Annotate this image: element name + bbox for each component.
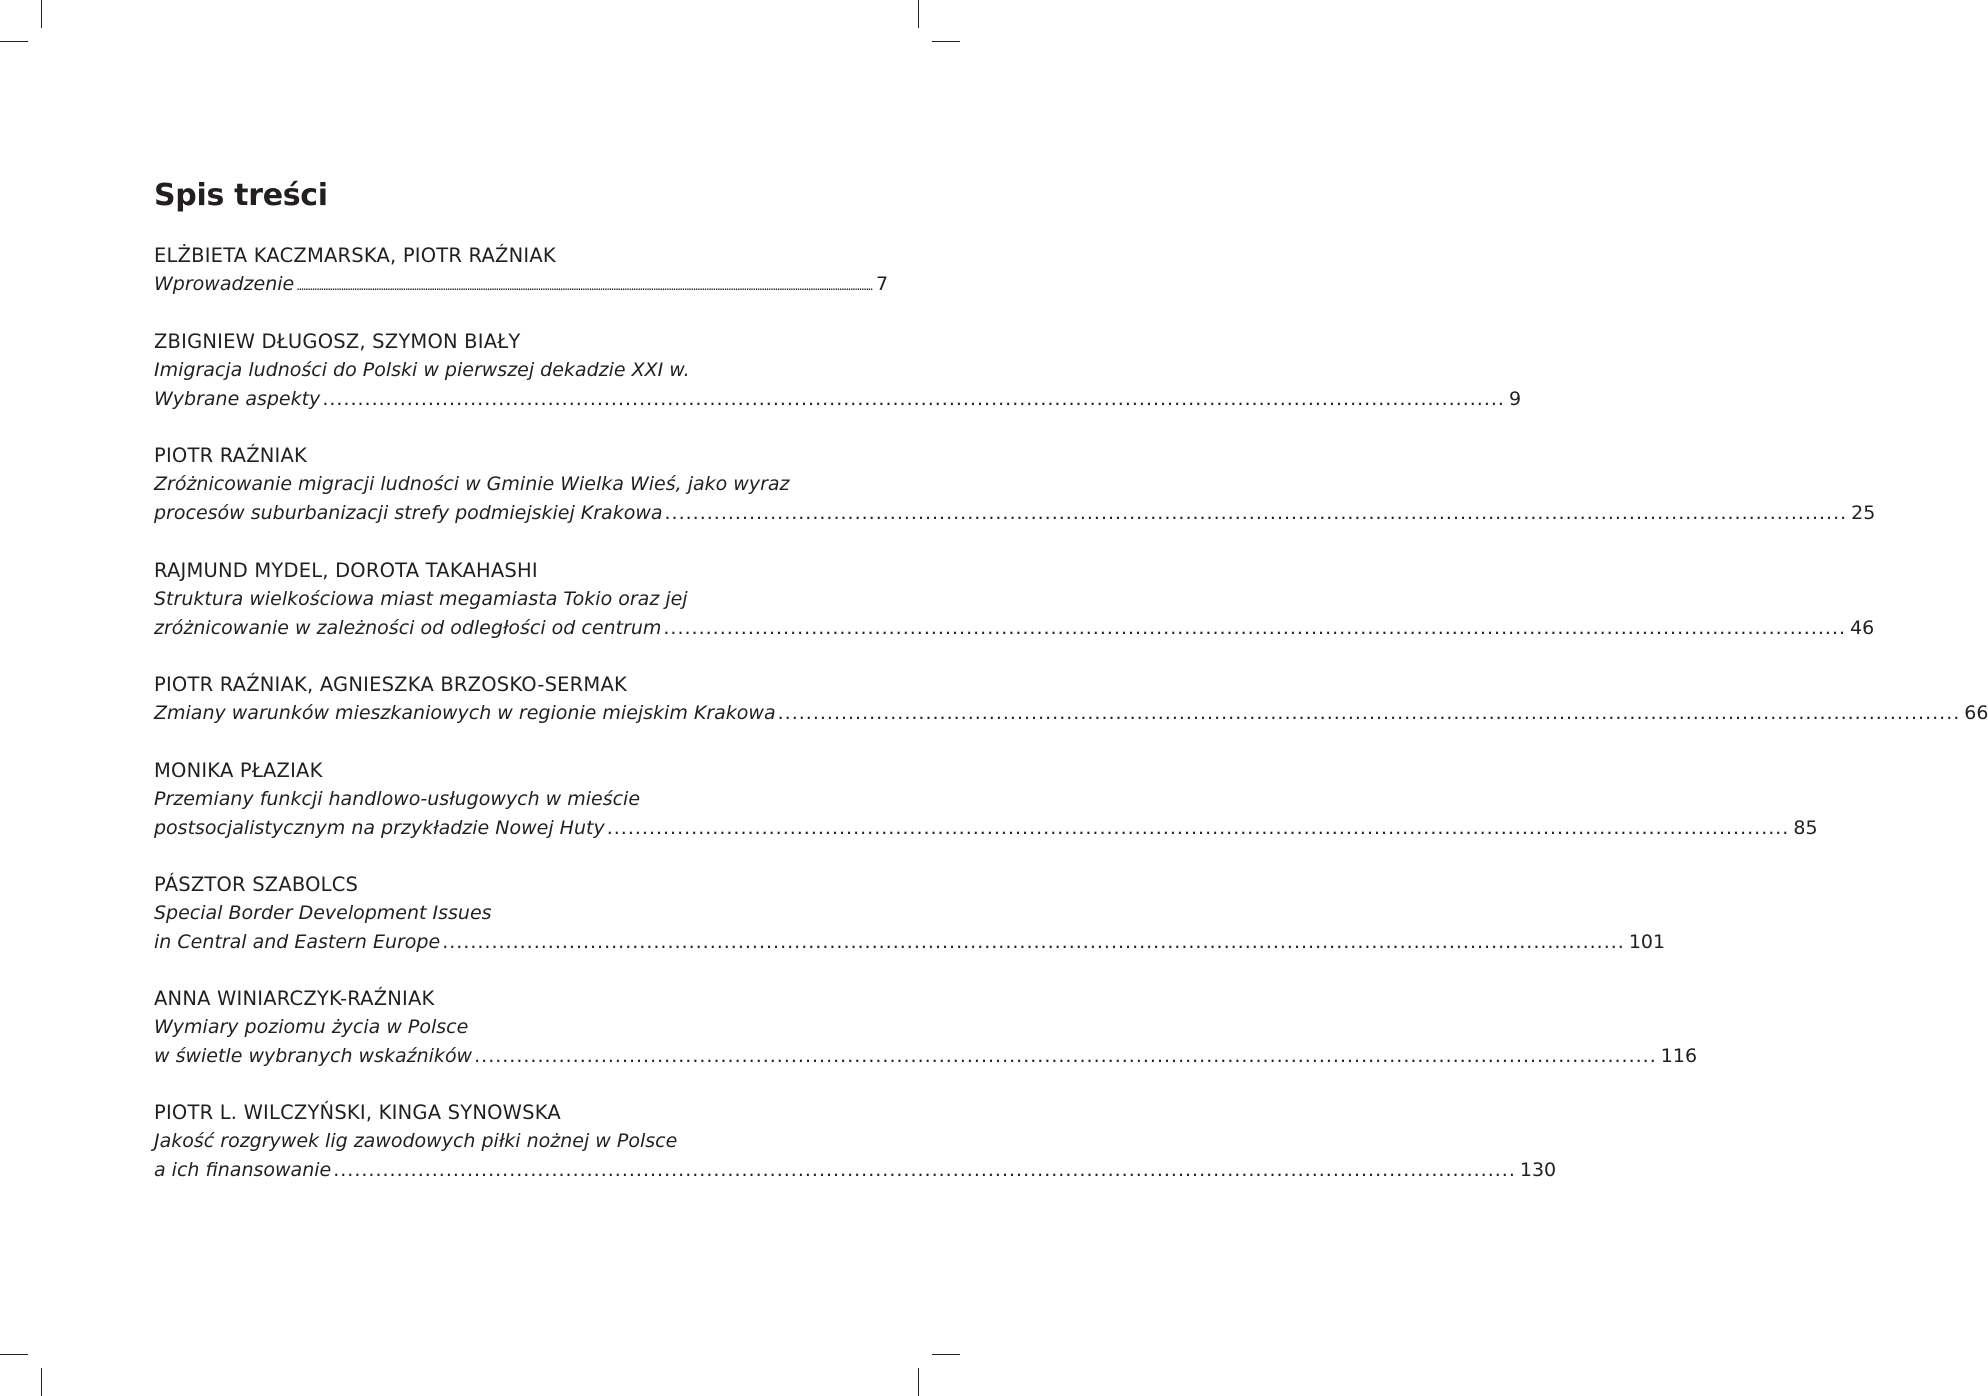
entry-page-number: 46 <box>1850 616 1875 639</box>
dot-leader: ........................................................................................................................................................................ <box>322 387 1505 410</box>
crop-mark <box>0 1354 28 1355</box>
entry-title-line: Wymiary poziomu życia w Polsce <box>154 1016 469 1038</box>
entry-page-number: 25 <box>1851 501 1876 524</box>
toc-entry <box>154 241 889 299</box>
entry-title-row <box>154 814 1818 843</box>
entry-title-row <box>154 499 1876 528</box>
dot-leader: ........................................................................................................................................................................ <box>474 1044 1657 1067</box>
toc-entry <box>154 1098 1557 1184</box>
entry-title-row <box>154 699 1988 728</box>
entry-page-number: 85 <box>1793 816 1818 839</box>
entry-title-line: Zróżnicowanie migracji ludności w Gminie Wielka Wieś, jako wyraz <box>154 473 790 495</box>
entry-authors: MONIKA PŁAZIAK <box>154 759 323 782</box>
entry-title-row <box>154 270 889 299</box>
entry-title: procesów suburbanizacji strefy podmiejskiej Krakowa <box>154 501 663 524</box>
toc-entry <box>154 870 1666 956</box>
page-title: Spis treści <box>154 178 328 213</box>
entry-authors: ANNA WINIARCZYK-RAŹNIAK <box>154 987 435 1010</box>
entry-title-row <box>154 1042 1698 1071</box>
entry-authors: ZBIGNIEW DŁUGOSZ, SZYMON BIAŁY <box>154 330 521 353</box>
entry-authors: ELŻBIETA KACZMARSKA, PIOTR RAŹNIAK <box>154 244 556 267</box>
toc-entry <box>154 556 1875 642</box>
entry-title-row <box>154 1156 1557 1185</box>
crop-mark <box>932 41 960 42</box>
dot-leader: ........................................................................................................................................................................ <box>777 702 1961 724</box>
entry-authors: RAJMUND MYDEL, DOROTA TAKAHASHI <box>154 559 538 582</box>
entry-title: in Central and Eastern Europe <box>154 930 441 953</box>
entry-title-line: Jakość rozgrywek lig zawodowych piłki nożnej w Polsce <box>154 1130 678 1152</box>
entry-title-line: Struktura wielkościowa miast megamiasta Tokio oraz jej <box>154 588 688 610</box>
crop-mark <box>0 41 28 42</box>
crop-mark <box>932 1354 960 1355</box>
entry-title-row <box>154 385 1522 414</box>
entry-title-row <box>154 614 1875 643</box>
entry-authors: PIOTR L. WILCZYŃSKI, KINGA SYNOWSKA <box>154 1101 561 1124</box>
dot-leader: ........................................................................................................................................................................ <box>664 501 1848 524</box>
entry-title: w świetle wybranych wskaźników <box>154 1044 473 1067</box>
dot-leader: ........................................................................................................................................................................ <box>663 616 1847 639</box>
entry-title: Wprowadzenie <box>154 273 295 295</box>
toc-entry <box>154 984 1698 1070</box>
toc-entry <box>154 327 1522 413</box>
dot-leader: ........................................................................................................................................................................ <box>606 816 1790 839</box>
entry-page-number: 9 <box>1508 387 1522 410</box>
crop-mark <box>41 1368 42 1396</box>
entry-page-number: 101 <box>1628 930 1666 953</box>
entry-page-number: 66 <box>1964 702 1988 724</box>
crop-mark <box>918 0 919 28</box>
entry-title-line: Przemiany funkcji handlowo-usługowych w mieście <box>154 788 641 810</box>
entry-title-line: Imigracja ludności do Polski w pierwszej dekadzie XXI w. <box>154 359 690 381</box>
entry-title: a ich finansowanie <box>154 1158 332 1181</box>
entry-title-line: Special Border Development Issues <box>154 902 492 924</box>
entry-page-number: 7 <box>875 273 889 295</box>
crop-mark <box>41 0 42 28</box>
entry-page-number: 130 <box>1519 1158 1557 1181</box>
dot-leader: ........................................................................................................................................................................ <box>333 1158 1516 1181</box>
dot-leader: ........................................................................................................................................................................ <box>442 930 1625 953</box>
toc-entry <box>154 670 1988 728</box>
entry-title: Zmiany warunków mieszkaniowych w regionie miejskim Krakowa <box>154 702 776 724</box>
entry-title: zróżnicowanie w zależności od odległości od centrum <box>154 616 662 639</box>
toc-entry <box>154 441 1876 527</box>
entry-title: Wybrane aspekty <box>154 387 321 410</box>
entry-page-number: 116 <box>1660 1044 1698 1067</box>
entry-authors: PÁSZTOR SZABOLCS <box>154 873 359 896</box>
toc-entry <box>154 756 1818 842</box>
entry-title: postsocjalistycznym na przykładzie Nowej Huty <box>154 816 605 839</box>
entry-authors: PIOTR RAŹNIAK, AGNIESZKA BRZOSKO-SERMAK <box>154 673 627 696</box>
dot-leader: .................................................................................................................................................................................................................................................................... <box>296 279 872 293</box>
crop-mark <box>918 1368 919 1396</box>
entry-title-row <box>154 928 1666 957</box>
entry-authors: PIOTR RAŹNIAK <box>154 444 308 467</box>
